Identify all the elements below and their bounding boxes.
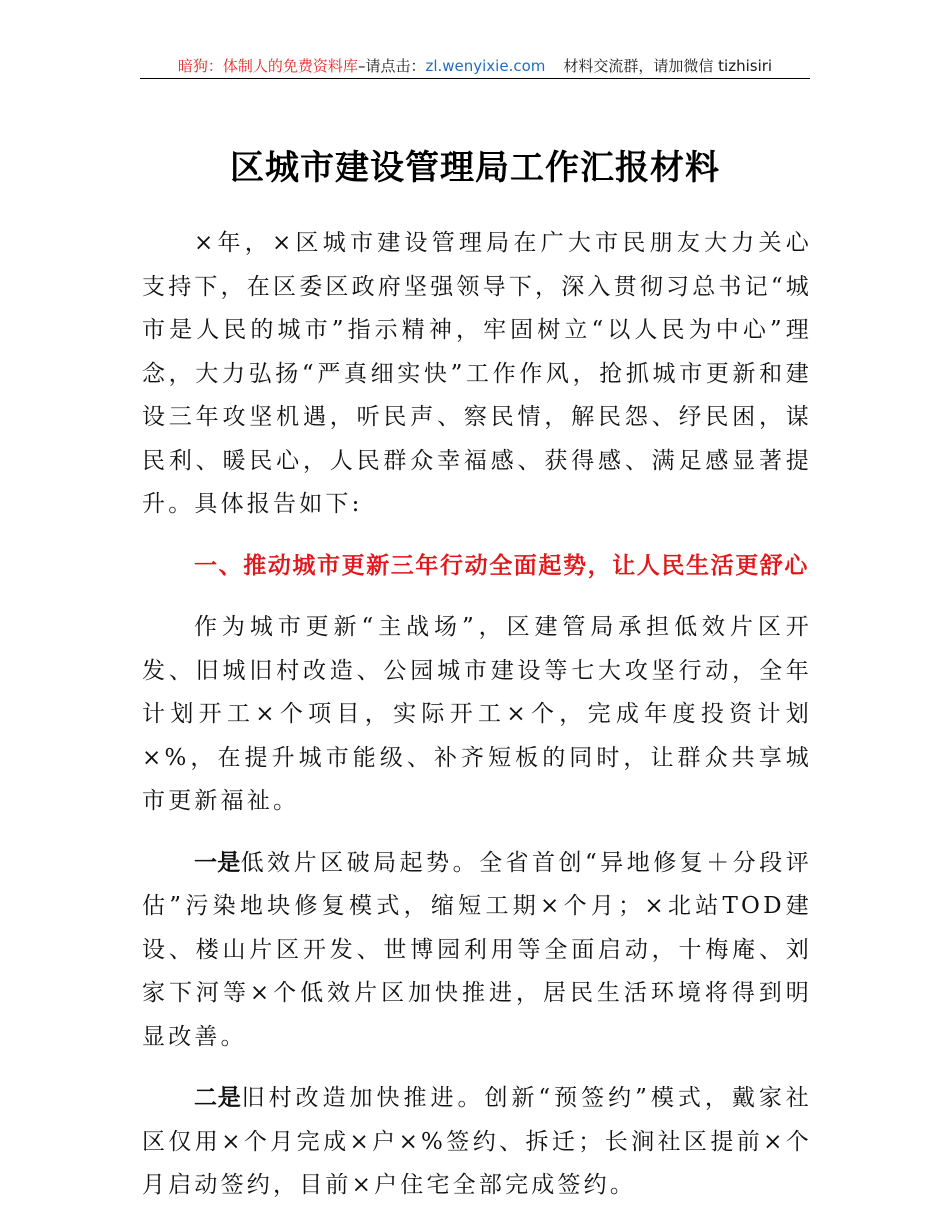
section-item-paragraph [142, 1077, 812, 1208]
intro-paragraph: ×年，×区城市建设管理局在广大市民朋友大力关心支持下，在区委区政府坚强领导下，深入贯彻习总书记“城市是人民的城市”指示精神，牢固树立“以人民为中心”理念，大力弘扬“严真细实快”工作作风，抢抓城市更新和建设三年攻坚机遇，听民声、察民情，解民怨、纾民困，谋民利、暖民心，人民群众幸福感、获得感、满足感显著提升。具体报告如下: [142, 230, 812, 517]
section-item-paragraph [142, 842, 812, 1060]
section-heading: 一、推动城市更新三年行动全面起势，让人民生活更舒心 [194, 552, 809, 579]
page-header-banner [140, 56, 810, 79]
document-title: 区城市建设管理局工作汇报材料 [230, 148, 720, 188]
header-prompt-text: –请点击： [357, 57, 426, 75]
header-contact-text: 材料交流群，请加微信 tizhisiri [563, 57, 773, 75]
header-brand-text: 暗狗：体制人的免费资料库 [177, 57, 358, 75]
item-body-text: 低效片区破局起势。全省首创“异地修复＋分段评估”污染地块修复模式，缩短工期×个月；×北站TOD建设、楼山片区开发、世博园利用等全面启动，十梅庵、刘家下河等×个低效片区加快推进，居民生活环境将得到明显改善。 [142, 849, 812, 1050]
section-summary-paragraph: 作为城市更新“主战场”，区建管局承担低效片区开发、旧城旧村改造、公园城市建设等七大攻坚行动，全年计划开工×个项目，实际开工×个，完成年度投资计划×%，在提升城市能级、补齐短板的同时，让群众共享城市更新福祉。 [142, 614, 812, 814]
header-url-link[interactable]: zl.wenyixie.com [425, 57, 546, 75]
document-body [142, 222, 812, 1208]
item-body-text: 旧村改造加快推进。创新“预签约”模式，戴家社区仅用×个月完成×户×%签约、拆迁；长涧社区提前×个月启动签约，目前×户住宅全部完成签约。 [142, 1085, 813, 1198]
item-lead-label: 二是 [194, 1085, 242, 1111]
item-lead-label: 一是 [194, 849, 241, 876]
